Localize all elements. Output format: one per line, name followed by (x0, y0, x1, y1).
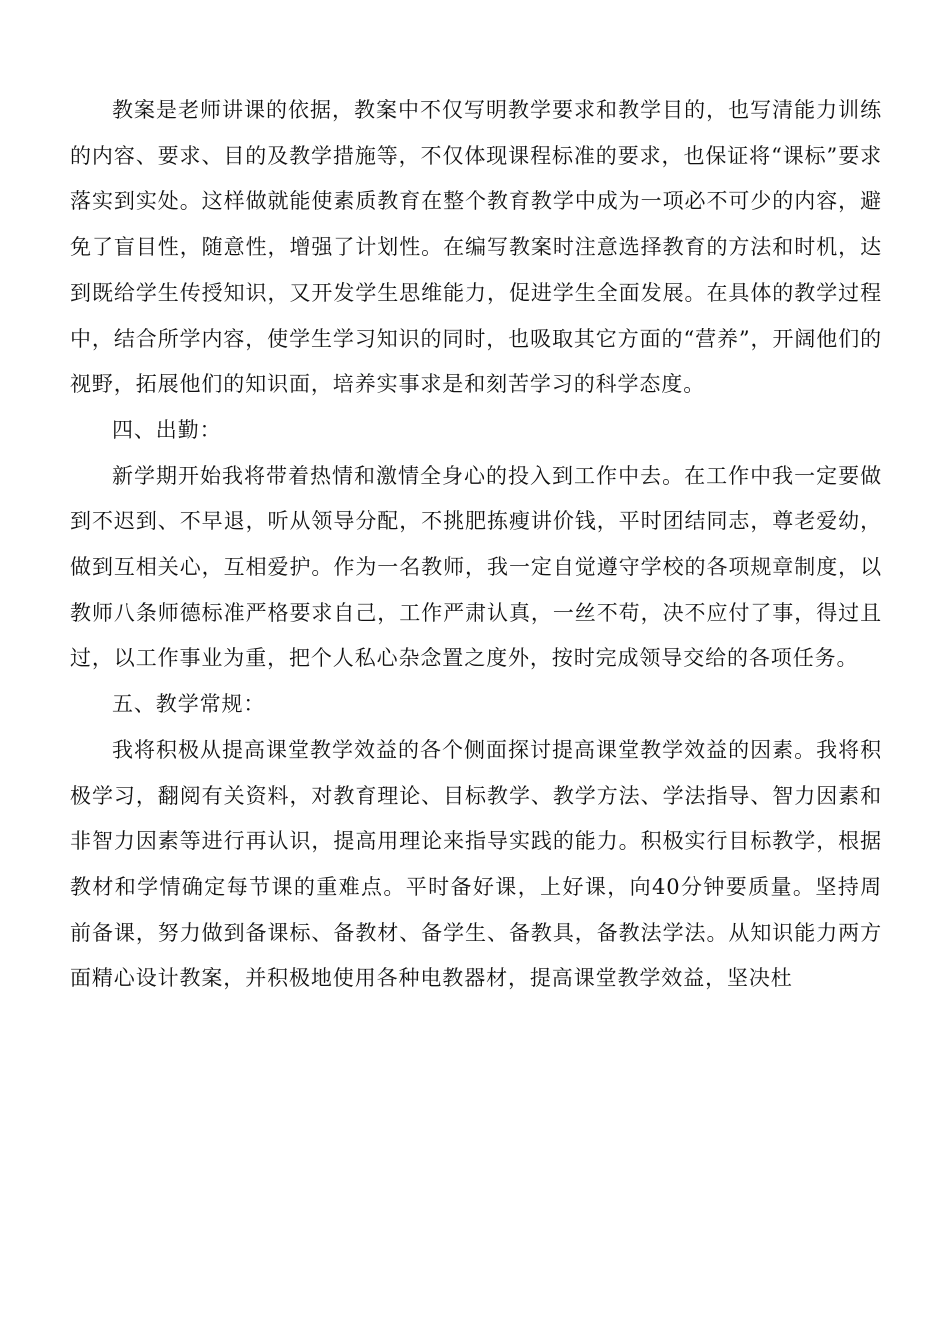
section-heading-teaching-routine: 五、教学常规： (112, 692, 266, 717)
paragraph-teaching-routine: 我将积极从提高课堂教学效益的各个侧面探讨提高课堂教学效益的因素。我将积极学习，翻阅有关资料，对教育理论、目标教学、教学方法、学法指导、智力因素和非智力因素等进行再认识，提高用理论来指导实践的能力。积极实行目标教学，根据教材和学情确定每节课的重难点。平时备好课，上好课，向40分钟要质量。坚持周前备课，努力做到备课标、备教材、备学生、备教具，备教法学法。从知识能力两方面精心设计教案，并积极地使用各种电教器材，提高课堂教学效益，坚决杜 (70, 737, 882, 991)
document-body (70, 88, 882, 1002)
paragraph-attendance: 新学期开始我将带着热情和激情全身心的投入到工作中去。在工作中我一定要做到不迟到、不早退，听从领导分配，不挑肥拣瘦讲价钱，平时团结同志，尊老爱幼，做到互相关心，互相爱护。作为一名教师，我一定自觉遵守学校的各项规章制度，以教师八条师德标准严格要求自己，工作严肃认真，一丝不苟，决不应付了事，得过且过，以工作事业为重，把个人私心杂念置之度外，按时完成领导交给的各项任务。 (70, 463, 882, 671)
paragraph-lesson-plan: 教案是老师讲课的依据，教案中不仅写明教学要求和教学目的，也写清能力训练的内容、要求、目的及教学措施等，不仅体现课程标准的要求，也保证将“课标”要求落实到实处。这样做就能使素质教育在整个教育教学中成为一项必不可少的内容，避免了盲目性，随意性，增强了计划性。在编写教案时注意选择教育的方法和时机，达到既给学生传授知识，又开发学生思维能力，促进学生全面发展。在具体的教学过程中，结合所学内容，使学生学习知识的同时，也吸取其它方面的“营养”，开阔他们的视野，拓展他们的知识面，培养实事求是和刻苦学习的科学态度。 (70, 98, 882, 397)
section-heading-attendance: 四、出勤： (112, 417, 222, 442)
